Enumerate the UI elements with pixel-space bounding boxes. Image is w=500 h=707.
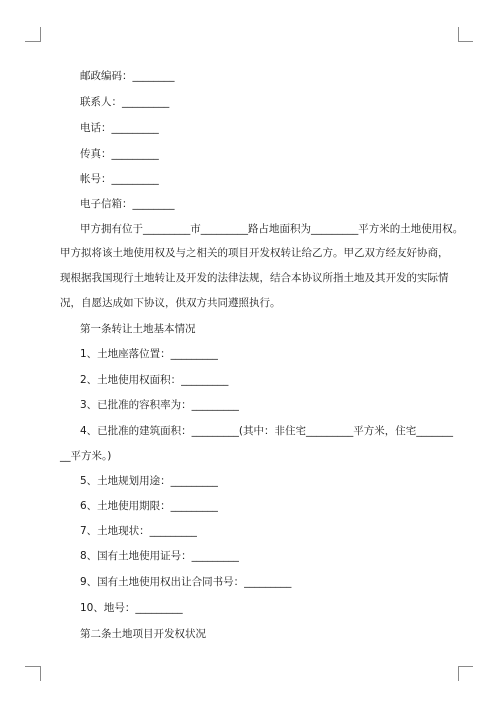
account-line: 帐号：_________: [80, 173, 159, 185]
article-1-item-3: 3、已批准的容积率为：_________: [80, 399, 239, 411]
article-1-item-6: 6、土地使用期限：_________: [80, 500, 218, 512]
contact-person-line: 联系人：_________: [80, 96, 170, 108]
article-2-title: 第二条土地项目开发权状况: [80, 628, 206, 640]
intro-line-3: 现根据我国现行土地转让及开发的法律法规，结合本协议所指土地及其开发的实际情: [60, 272, 449, 284]
crop-mark-top-left: [40, 27, 41, 42]
crop-mark-top-left: [25, 41, 40, 42]
article-1-item-9: 9、国有土地使用权出让合同书号：_________: [80, 576, 292, 588]
article-1-item-2: 2、土地使用权面积：_________: [80, 374, 229, 386]
article-1-item-7: 7、土地现状：_________: [80, 525, 197, 537]
crop-mark-bottom-left: [40, 666, 41, 681]
crop-mark-top-right: [458, 27, 459, 42]
postal-code-line: 邮政编码：________: [80, 70, 175, 82]
phone-line: 电话：_________: [80, 122, 159, 134]
fax-line: 传真：_________: [80, 148, 159, 160]
article-1-item-10: 10、地号：_________: [80, 602, 183, 614]
article-1-item-4: 4、已批准的建筑面积：_________(其中：非住宅_________平方米，住宅_______: [80, 425, 454, 437]
crop-mark-bottom-right: [458, 666, 473, 667]
crop-mark-top-right: [458, 41, 473, 42]
article-1-item-4-cont: __平方米。): [60, 450, 112, 462]
article-1-item-5: 5、土地规划用途：_________: [80, 475, 218, 487]
email-line: 电子信箱：________: [80, 198, 175, 210]
article-1-item-1: 1、土地座落位置：_________: [80, 348, 218, 360]
article-1-title: 第一条转让土地基本情况: [80, 323, 196, 335]
article-1-item-8: 8、国有土地使用证号：_________: [80, 550, 239, 562]
intro-line-2: 甲方拟将该土地使用权及与之相关的项目开发权转让给乙方。甲乙双方经友好协商，: [60, 247, 449, 259]
intro-line-4: 况，自愿达成如下协议，供双方共同遵照执行。: [60, 297, 281, 309]
crop-mark-bottom-left: [25, 666, 40, 667]
crop-mark-bottom-right: [458, 666, 459, 681]
intro-line-1: 甲方拥有位于_________市_________路占地面积为_________平方米的土地使用权。: [80, 223, 464, 235]
